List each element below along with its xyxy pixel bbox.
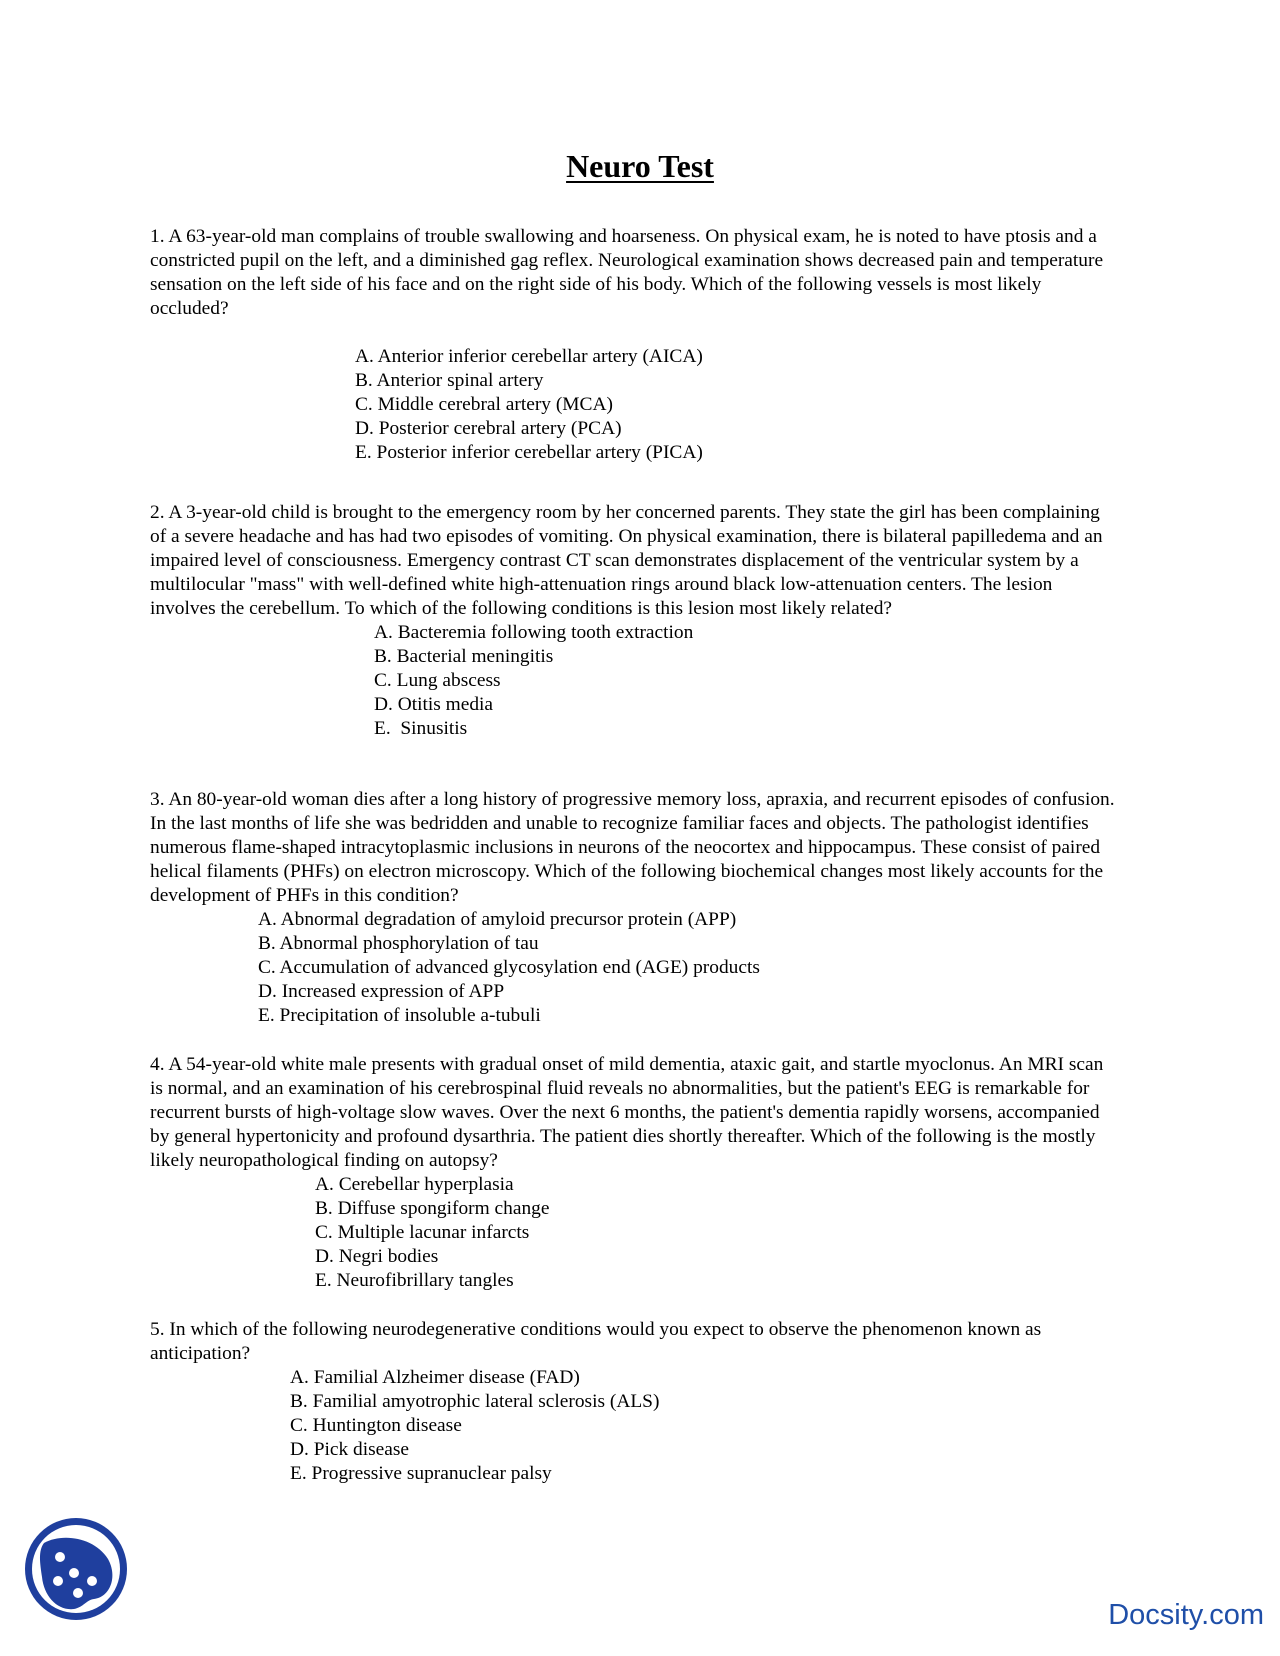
question-5-option-d: D. Pick disease [290, 1439, 410, 1460]
question-3-option-d: D. Increased expression of APP [258, 981, 505, 1002]
question-4-option-c: C. Multiple lacunar infarcts [315, 1222, 530, 1243]
docsity-logo-icon[interactable] [22, 1515, 130, 1623]
page-title-text: Neuro Test [566, 148, 714, 184]
question-3 [150, 788, 1115, 1028]
question-2 [150, 501, 1115, 741]
question-4-option-e: E. Neurofibrillary tangles [315, 1270, 514, 1291]
page-title [0, 146, 1280, 186]
question-5-option-e: E. Progressive supranuclear palsy [290, 1463, 552, 1484]
question-5 [150, 1318, 1115, 1486]
question-1-option-c: C. Middle cerebral artery (MCA) [355, 394, 613, 415]
question-1 [150, 225, 1115, 465]
docsity-brand-link[interactable]: Docsity.com [1108, 1599, 1264, 1631]
question-2-option-d: D. Otitis media [374, 694, 494, 715]
question-1-option-d: D. Posterior cerebral artery (PCA) [355, 418, 622, 439]
question-1-option-a: A. Anterior inferior cerebellar artery (AICA) [355, 346, 703, 367]
question-5-option-c: C. Huntington disease [290, 1415, 462, 1436]
question-3-option-e: E. Precipitation of insoluble a-tubuli [258, 1005, 541, 1026]
question-5-option-a: A. Familial Alzheimer disease (FAD) [290, 1367, 580, 1388]
question-3-option-c: C. Accumulation of advanced glycosylation end (AGE) products [258, 957, 760, 978]
question-5-text: 5. In which of the following neurodegenerative conditions would you expect to observe the phenomenon known as anticipation? [150, 1319, 1042, 1364]
question-2-text: 2. A 3-year-old child is brought to the emergency room by her concerned parents. They state the girl has been complaining of a severe headache and has had two episodes of vomiting. On physical examination, there is bilateral papilledema and an impaired level of consciousness. Emergency contrast CT scan demonstrates displacement of the ventricular system by a multilocular "mass" with well-defined white high-attenuation rings around black low-attenuation centers. The lesion involves the cerebellum. To which of the following conditions is this lesion most likely related? [150, 502, 1103, 619]
question-1-options [355, 345, 1115, 465]
question-2-options [374, 621, 1115, 741]
question-5-option-b: B. Familial amyotrophic lateral sclerosis (ALS) [290, 1391, 660, 1412]
question-4 [150, 1053, 1115, 1293]
question-4-text: 4. A 54-year-old white male presents with gradual onset of mild dementia, ataxic gait, and startle myoclonus. An MRI scan is normal, and an examination of his cerebrospinal fluid reveals no abnormalities, but the patient's EEG is remarkable for recurrent bursts of high-voltage slow waves. Over the next 6 months, the patient's dementia rapidly worsens, accompanied by general hypertonicity and profound dysarthria. The patient dies shortly thereafter. Which of the following is the mostly likely neuropathological finding on autopsy? [150, 1054, 1104, 1171]
docsity-logo-graphic [22, 1515, 130, 1623]
question-1-text: 1. A 63-year-old man complains of trouble swallowing and hoarseness. On physical exam, he is noted to have ptosis and a constricted pupil on the left, and a diminished gag reflex. Neurological examination shows decreased pain and temperature sensation on the left side of his face and on the right side of his body. Which of the following vessels is most likely occluded? [150, 226, 1104, 319]
question-1-option-b: B. Anterior spinal artery [355, 370, 544, 391]
question-2-option-c: C. Lung abscess [374, 670, 501, 691]
question-3-text: 3. An 80-year-old woman dies after a long history of progressive memory loss, apraxia, and recurrent episodes of confusion. In the last months of life she was bedridden and unable to recognize familiar faces and objects. The pathologist identifies numerous flame-shaped intracytoplasmic inclusions in neurons of the neocortex and hippocampus. These consist of paired helical filaments (PHFs) on electron microscopy. Which of the following biochemical changes most likely accounts for the development of PHFs in this condition? [150, 789, 1115, 906]
question-2-option-a: A. Bacteremia following tooth extraction [374, 622, 694, 643]
question-3-options [258, 908, 1115, 1028]
question-4-option-b: B. Diffuse spongiform change [315, 1198, 550, 1219]
question-5-options [290, 1366, 1115, 1486]
question-4-option-d: D. Negri bodies [315, 1246, 439, 1267]
question-2-option-e: E. Sinusitis [374, 718, 468, 739]
question-1-option-e: E. Posterior inferior cerebellar artery (PICA) [355, 442, 703, 463]
question-4-option-a: A. Cerebellar hyperplasia [315, 1174, 514, 1195]
question-3-option-b: B. Abnormal phosphorylation of tau [258, 933, 539, 954]
question-2-option-b: B. Bacterial meningitis [374, 646, 554, 667]
question-4-options [315, 1173, 1115, 1293]
question-3-option-a: A. Abnormal degradation of amyloid precursor protein (APP) [258, 909, 737, 930]
